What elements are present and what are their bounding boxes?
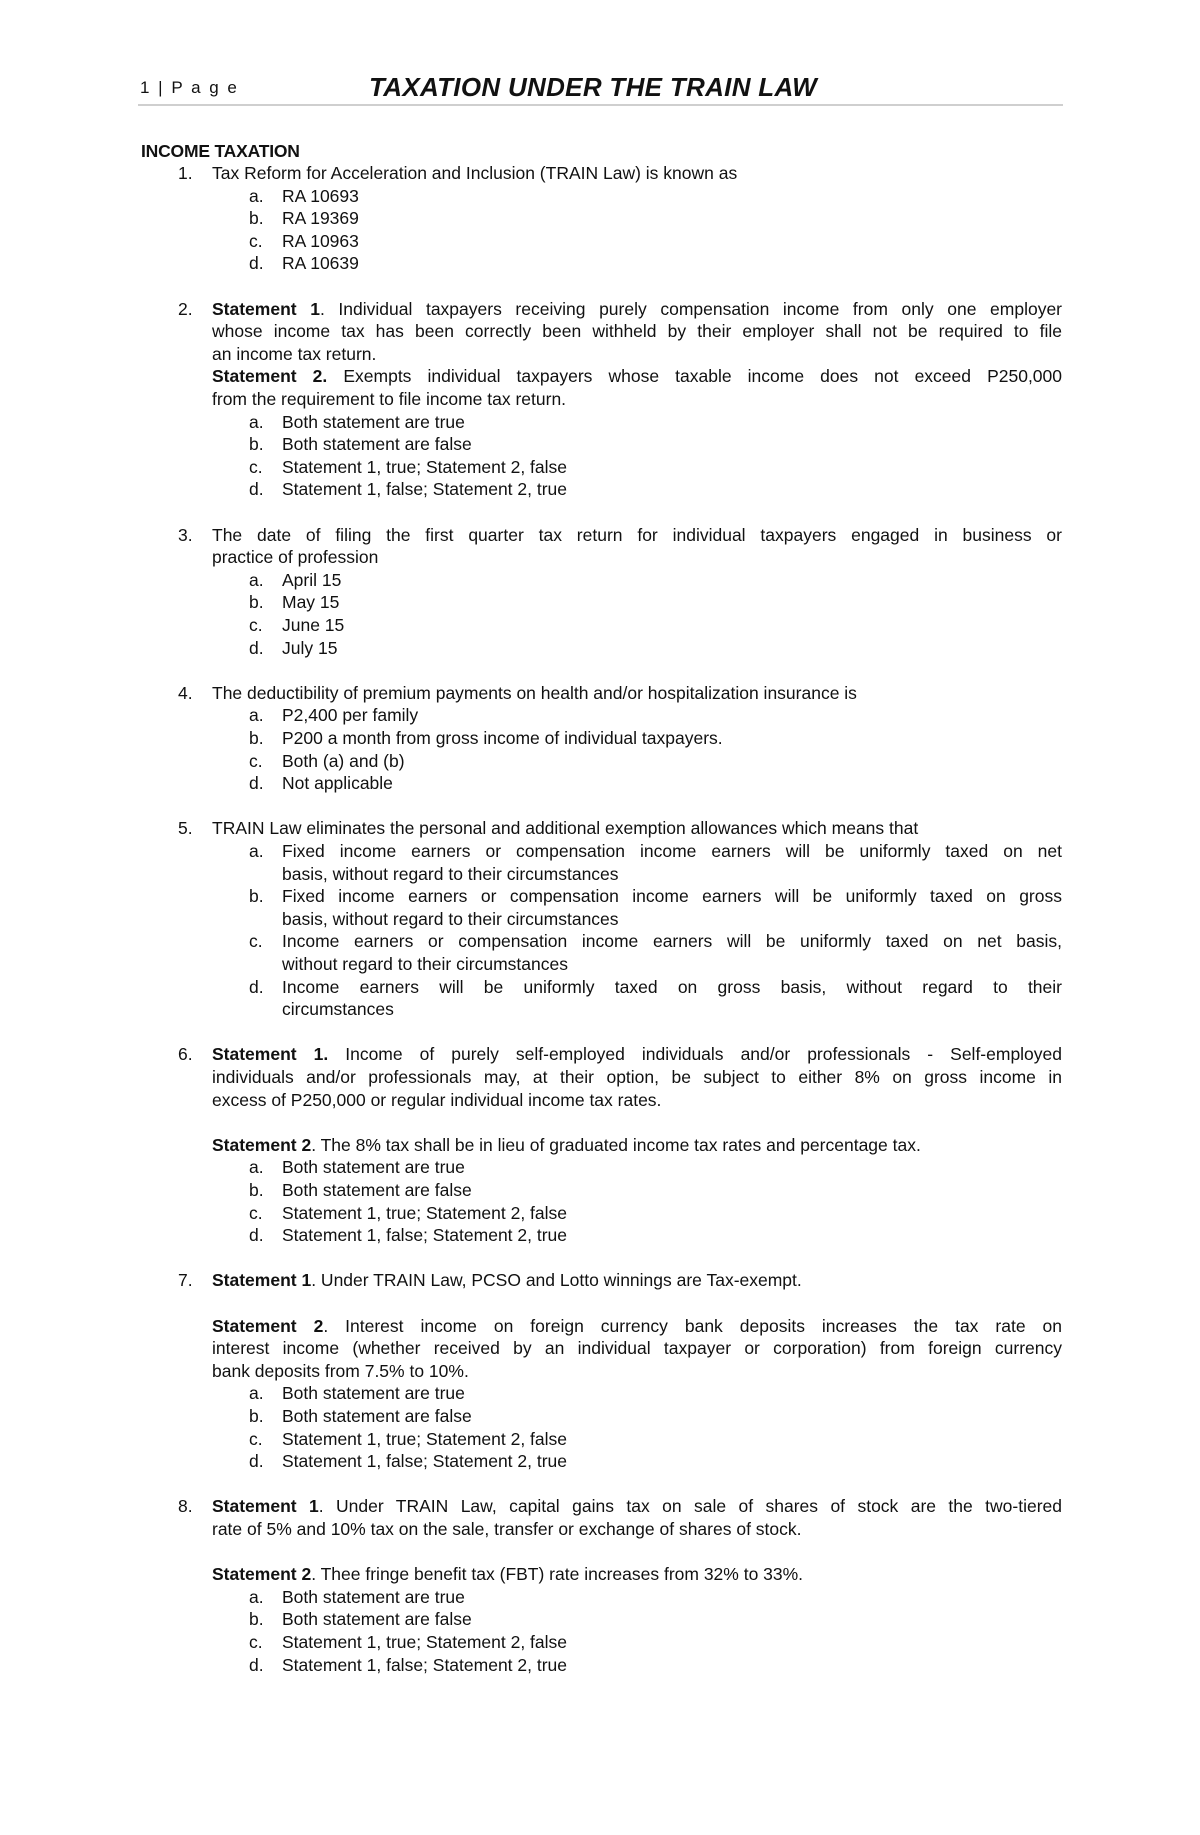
option-letter: a. bbox=[249, 1157, 264, 1178]
option-text: Statement 1, false; Statement 2, true bbox=[282, 479, 568, 500]
option-letter: b. bbox=[249, 592, 264, 613]
statement-label: Statement 2 bbox=[212, 1564, 312, 1585]
option-letter: b. bbox=[249, 1180, 264, 1200]
option-text: May 15 bbox=[282, 592, 340, 613]
option-letter: c. bbox=[249, 931, 263, 952]
question-number: 4. bbox=[178, 682, 193, 703]
question-number: 7. bbox=[178, 1270, 193, 1291]
page-header bbox=[138, 70, 1063, 106]
section-heading: INCOME TAXATION bbox=[141, 141, 300, 161]
option-text: June 15 bbox=[282, 615, 345, 635]
option-text: Income earners or compensation income earners will be uniformly taxed on net basis, bbox=[282, 931, 1062, 952]
option-text: Fixed income earners or compensation income earners will be uniformly taxed on net bbox=[282, 841, 1062, 861]
option-letter: a. bbox=[249, 841, 264, 861]
option-text: Both statement are false bbox=[282, 1406, 472, 1426]
option-letter: d. bbox=[249, 1654, 264, 1675]
option-letter: a. bbox=[249, 185, 264, 206]
option-text: Both statement are true bbox=[282, 1586, 465, 1607]
statement-text: . Interest income on foreign currency bank deposits increases the tax rate on bbox=[323, 1315, 1062, 1336]
option-letter: d. bbox=[249, 479, 264, 500]
statement-label: Statement 1. bbox=[212, 1044, 329, 1065]
option-text: Statement 1, false; Statement 2, true bbox=[282, 1654, 568, 1675]
statement-label: Statement 2. bbox=[212, 366, 328, 387]
option-letter: a. bbox=[249, 705, 264, 726]
option-text: without regard to their circumstances bbox=[282, 954, 568, 974]
option-text: basis, without regard to their circumstances bbox=[282, 863, 619, 884]
statement-text: Exempts individual taxpayers whose taxable income does not exceed P250,000 bbox=[327, 366, 1062, 387]
statement-label: Statement 1 bbox=[212, 1270, 312, 1291]
question-stem-line: from the requirement to file income tax return. bbox=[212, 389, 567, 409]
option-text: P200 a month from gross income of individual taxpayers. bbox=[282, 728, 723, 748]
option-text: RA 10963 bbox=[282, 230, 359, 251]
question-stem-line: rate of 5% and 10% tax on the sale, transfer or exchange of shares of stock. bbox=[212, 1519, 802, 1539]
option-letter: d. bbox=[249, 637, 264, 658]
option-letter: b. bbox=[249, 208, 264, 229]
option-text: P2,400 per family bbox=[282, 705, 419, 726]
option-text: Both statement are true bbox=[282, 411, 465, 432]
option-letter: d. bbox=[249, 253, 264, 274]
question-stem-line: an income tax return. bbox=[212, 343, 377, 364]
option-letter: c. bbox=[249, 750, 263, 771]
option-text: Statement 1, true; Statement 2, false bbox=[282, 1428, 568, 1449]
question-number: 8. bbox=[178, 1496, 193, 1517]
question-stem-line bbox=[212, 1496, 1062, 1517]
option-letter: d. bbox=[249, 976, 264, 997]
option-letter: c. bbox=[249, 1202, 263, 1223]
option-letter: d. bbox=[249, 1451, 264, 1472]
statement-text: . Under TRAIN Law, capital gains tax on sale of shares of stock are the two-tiered bbox=[318, 1496, 1062, 1517]
question-number: 5. bbox=[178, 818, 193, 839]
option-text: Statement 1, true; Statement 2, false bbox=[282, 1202, 568, 1223]
question-stem-line: The deductibility of premium payments on health and/or hospitalization insurance is bbox=[212, 682, 857, 703]
question-number: 1. bbox=[178, 163, 193, 183]
statement-text: . Individual taxpayers receiving purely compensation income from only one employer bbox=[319, 298, 1063, 319]
option-letter: d. bbox=[249, 773, 264, 794]
statement-label: Statement 1 bbox=[212, 1496, 319, 1517]
question-stem-line: practice of profession bbox=[212, 547, 379, 568]
option-letter: a. bbox=[249, 569, 264, 590]
question-stem-line bbox=[212, 1316, 1062, 1337]
option-text: RA 10639 bbox=[282, 253, 359, 274]
option-text: Both statement are false bbox=[282, 434, 472, 455]
option-letter: c. bbox=[249, 230, 263, 251]
question-stem-line: interest income (whether received by an individual taxpayer or corporation) from foreign currency bbox=[212, 1338, 1062, 1359]
question-stem-line bbox=[212, 1270, 1062, 1291]
statement-text: Income of purely self-employed individuals and/or professionals - Self-employed bbox=[328, 1044, 1063, 1065]
option-letter: d. bbox=[249, 1225, 264, 1246]
option-text: RA 19369 bbox=[282, 208, 359, 229]
question-stem-line bbox=[212, 1044, 1062, 1065]
option-text: RA 10693 bbox=[282, 185, 359, 206]
option-text: Not applicable bbox=[282, 773, 393, 794]
question-stem-line: TRAIN Law eliminates the personal and additional exemption allowances which means that bbox=[212, 818, 919, 839]
question-stem-line: individuals and/or professionals may, at their option, be subject to either 8% on gross income in bbox=[212, 1067, 1062, 1087]
question-stem-line: whose income tax has been correctly been withheld by their employer shall not be required to file bbox=[212, 321, 1062, 342]
option-letter: c. bbox=[249, 615, 263, 635]
option-text: April 15 bbox=[282, 569, 342, 590]
statement-text: . The 8% tax shall be in lieu of graduated income tax rates and percentage tax. bbox=[311, 1134, 921, 1155]
option-text: Statement 1, false; Statement 2, true bbox=[282, 1225, 568, 1246]
question-stem-line: Tax Reform for Acceleration and Inclusion (TRAIN Law) is known as bbox=[212, 163, 738, 183]
option-letter: b. bbox=[249, 1609, 264, 1630]
option-letter: c. bbox=[249, 1428, 263, 1449]
question-stem-line: bank deposits from 7.5% to 10%. bbox=[212, 1360, 469, 1381]
question-stem-line: excess of P250,000 or regular individual income tax rates. bbox=[212, 1089, 662, 1110]
question-stem-line: The date of filing the first quarter tax return for individual taxpayers engaged in business or bbox=[212, 524, 1062, 545]
option-text: Fixed income earners or compensation income earners will be uniformly taxed on gross bbox=[282, 886, 1062, 907]
option-letter: c. bbox=[249, 1632, 263, 1652]
option-letter: b. bbox=[249, 1406, 264, 1426]
option-letter: a. bbox=[249, 1586, 264, 1607]
option-letter: b. bbox=[249, 434, 264, 455]
option-letter: b. bbox=[249, 728, 264, 748]
statement-text: . Under TRAIN Law, PCSO and Lotto winnings are Tax-exempt. bbox=[311, 1270, 802, 1291]
statement-label: Statement 2 bbox=[212, 1315, 324, 1336]
option-text: Statement 1, true; Statement 2, false bbox=[282, 456, 568, 477]
option-text: circumstances bbox=[282, 999, 394, 1020]
option-text: July 15 bbox=[282, 637, 338, 658]
option-text: Both statement are false bbox=[282, 1609, 472, 1630]
document-title: TAXATION UNDER THE TRAIN LAW bbox=[369, 72, 817, 102]
statement-text: . Thee fringe benefit tax (FBT) rate increases from 32% to 33%. bbox=[311, 1564, 804, 1585]
option-letter: c. bbox=[249, 456, 263, 477]
page-number: 1 | P a g e bbox=[140, 78, 239, 97]
option-letter: a. bbox=[249, 411, 264, 432]
option-text: Statement 1, false; Statement 2, true bbox=[282, 1451, 568, 1472]
question-number: 6. bbox=[178, 1044, 193, 1065]
question-stem-line bbox=[212, 1135, 1062, 1156]
question-stem-line bbox=[212, 1564, 1062, 1585]
option-letter: b. bbox=[249, 886, 264, 907]
option-text: Income earners will be uniformly taxed on gross basis, without regard to their bbox=[282, 976, 1062, 997]
option-text: Both statement are true bbox=[282, 1383, 465, 1404]
question-number: 3. bbox=[178, 524, 193, 545]
option-text: Both (a) and (b) bbox=[282, 750, 405, 771]
question-stem-line bbox=[212, 366, 1062, 387]
option-text: Both statement are true bbox=[282, 1157, 465, 1178]
option-text: basis, without regard to their circumstances bbox=[282, 908, 619, 929]
statement-label: Statement 2 bbox=[212, 1134, 312, 1155]
option-letter: a. bbox=[249, 1383, 264, 1404]
question-stem-line bbox=[212, 299, 1062, 320]
option-text: Statement 1, true; Statement 2, false bbox=[282, 1632, 568, 1652]
option-text: Both statement are false bbox=[282, 1180, 472, 1200]
statement-label: Statement 1 bbox=[212, 298, 320, 319]
question-number: 2. bbox=[178, 298, 193, 319]
